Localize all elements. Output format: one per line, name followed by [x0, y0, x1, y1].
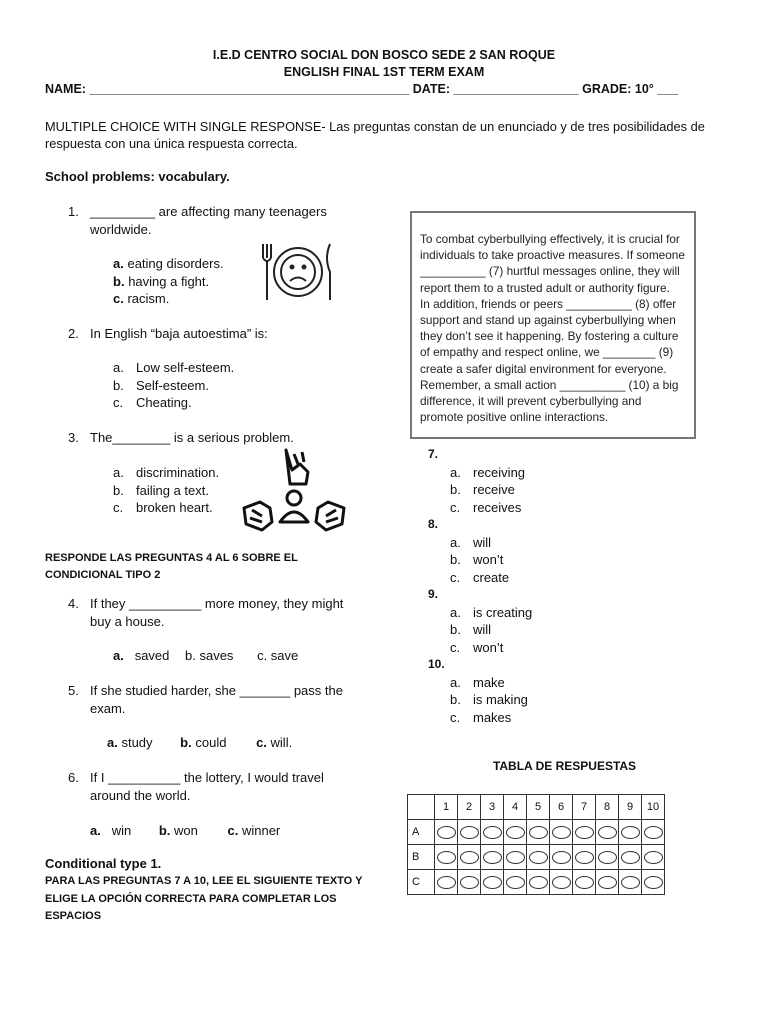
corner-cell	[408, 795, 435, 820]
col-header: 9	[619, 795, 642, 820]
answer-bubble[interactable]	[506, 851, 525, 864]
instructions	[45, 118, 745, 152]
question-9-number: 9.	[428, 587, 439, 601]
option-b[interactable]: b. having a fight.	[113, 273, 210, 289]
row-label: B	[408, 845, 435, 870]
answer-row-b	[408, 845, 665, 870]
answer-bubble[interactable]	[483, 826, 502, 839]
question-number: 1.	[68, 204, 79, 219]
answer-bubble[interactable]	[644, 851, 663, 864]
answer-bubble[interactable]	[460, 851, 479, 864]
question-2	[68, 325, 268, 343]
reading-passage-box	[410, 211, 696, 439]
row-label: C	[408, 870, 435, 895]
question-7-option-c[interactable]: c. receives	[450, 499, 522, 515]
question-text: If she studied harder, she _______ pass the	[90, 683, 343, 698]
answer-bubble[interactable]	[644, 826, 663, 839]
question-8-option-a[interactable]: a. will	[450, 534, 492, 550]
answer-bubble[interactable]	[437, 851, 456, 864]
answer-bubble[interactable]	[506, 826, 525, 839]
section-conditional-2-instructions: RESPONDE LAS PREGUNTAS 4 AL 6 SOBRE EL CONDICIONAL TIPO 2	[45, 552, 298, 581]
col-header: 6	[550, 795, 573, 820]
question-7-option-b[interactable]: b. receive	[450, 482, 515, 497]
answer-bubble[interactable]	[621, 826, 640, 839]
answer-bubble[interactable]	[598, 826, 617, 839]
question-number: 3.	[68, 430, 79, 445]
option-b[interactable]: b. failing a text.	[113, 482, 209, 498]
question-1	[68, 203, 358, 239]
answer-bubble[interactable]	[598, 876, 617, 889]
question-4-options	[113, 647, 298, 665]
option-a[interactable]: a. saved	[113, 648, 170, 663]
question-text-cont: worldwide.	[90, 222, 152, 237]
option-b[interactable]: b. won	[158, 823, 198, 838]
answer-bubble[interactable]	[621, 876, 640, 889]
question-text: In English “baja autoestima” is:	[90, 326, 268, 341]
question-3-options	[113, 464, 219, 517]
option-c[interactable]: c. save	[257, 648, 299, 663]
question-3	[68, 429, 294, 447]
answer-bubble[interactable]	[529, 826, 548, 839]
grade-label: GRADE: 10° ___	[582, 82, 679, 96]
answer-bubble[interactable]	[575, 876, 594, 889]
student-info-line	[45, 82, 678, 96]
answer-bubble[interactable]	[598, 851, 617, 864]
row-label: A	[408, 820, 435, 845]
question-number: 4.	[68, 596, 79, 611]
answer-table-title: TABLA DE RESPUESTAS	[492, 759, 637, 773]
answer-bubble[interactable]	[552, 826, 571, 839]
option-b[interactable]: b. Self-esteem.	[113, 377, 209, 393]
question-8-number: 8.	[428, 517, 439, 531]
question-9-option-a[interactable]: a. is creating	[450, 604, 533, 620]
col-header: 4	[504, 795, 527, 820]
option-c[interactable]: c. Cheating.	[113, 395, 192, 410]
question-10-option-b[interactable]: b. is making	[450, 692, 528, 707]
exam-title: ENGLISH FINAL 1ST TERM EXAM	[283, 65, 485, 79]
question-number: 5.	[68, 683, 79, 698]
answer-row-c	[408, 870, 665, 895]
col-header: 7	[573, 795, 596, 820]
answer-bubble[interactable]	[483, 851, 502, 864]
answer-table-header	[408, 795, 665, 820]
question-2-options	[113, 359, 234, 412]
question-8-option-c[interactable]: c. create	[450, 569, 510, 585]
school-title: I.E.D CENTRO SOCIAL DON BOSCO SEDE 2 SAN ROQUE	[212, 48, 556, 62]
section-vocabulary-title: School problems: vocabulary.	[45, 169, 230, 184]
question-text: _________ are affecting many teenagers	[90, 204, 327, 219]
question-text-cont: exam.	[90, 701, 126, 716]
answer-bubble[interactable]	[483, 876, 502, 889]
question-4	[68, 595, 368, 631]
answer-bubble[interactable]	[506, 876, 525, 889]
discrimination-hands-icon	[242, 446, 346, 546]
answer-bubble[interactable]	[575, 826, 594, 839]
answer-bubble[interactable]	[621, 851, 640, 864]
question-6-options	[90, 822, 280, 840]
section-conditional-1-instructions: PARA LAS PREGUNTAS 7 A 10, LEE EL SIGUIENTE TEXTO Y ELIGE LA OPCIÓN CORRECTA PARA COMPLETAR LOS ESPACIOS	[45, 875, 363, 922]
question-7-number: 7.	[428, 447, 439, 461]
question-text-cont: buy a house.	[90, 614, 165, 629]
option-a[interactable]: a. eating disorders.	[113, 256, 224, 271]
question-7-option-a[interactable]: a. receiving	[450, 464, 526, 480]
option-c[interactable]: c. winner	[227, 823, 281, 838]
answer-row-a	[408, 820, 665, 845]
answer-table	[407, 794, 665, 895]
question-number: 2.	[68, 326, 79, 341]
answer-bubble[interactable]	[552, 851, 571, 864]
question-5-options	[107, 734, 292, 752]
col-header: 2	[458, 795, 481, 820]
option-b[interactable]: b. saves	[185, 648, 234, 663]
question-text: If they __________ more money, they might	[90, 596, 344, 611]
question-10-option-a[interactable]: a. make	[450, 674, 505, 690]
option-b[interactable]: b. could	[180, 735, 227, 750]
plate-sad-face-icon	[258, 240, 338, 304]
answer-bubble[interactable]	[529, 851, 548, 864]
section-conditional-1-title: Conditional type 1.	[45, 856, 162, 871]
question-10-number: 10.	[428, 657, 445, 671]
answer-bubble[interactable]	[460, 876, 479, 889]
question-5	[68, 682, 368, 718]
col-header: 3	[481, 795, 504, 820]
question-9-option-c[interactable]: c. won’t	[450, 639, 504, 655]
question-10-option-c[interactable]: c. makes	[450, 709, 512, 725]
answer-bubble[interactable]	[575, 851, 594, 864]
question-9-option-b[interactable]: b. will	[450, 622, 492, 637]
option-c[interactable]: c. racism.	[113, 291, 170, 306]
name-field[interactable]: ______________________________________________	[89, 82, 410, 96]
answer-bubble[interactable]	[460, 826, 479, 839]
question-6	[68, 769, 368, 805]
date-label: DATE:	[412, 82, 450, 96]
answer-bubble[interactable]	[552, 876, 571, 889]
col-header: 8	[596, 795, 619, 820]
questions-7-to-10	[428, 446, 588, 726]
option-a[interactable]: a. study	[107, 735, 153, 750]
option-a[interactable]: a. discrimination.	[113, 465, 220, 480]
col-header: 10	[642, 795, 665, 820]
col-header: 5	[527, 795, 550, 820]
question-text: The________ is a serious problem.	[90, 430, 294, 445]
question-number: 6.	[68, 770, 79, 785]
instructions-line-1: MULTIPLE CHOICE WITH SINGLE RESPONSE- Las preguntas constan de un enunciado y de tres posibilidades de	[45, 119, 705, 134]
instructions-line-2: respuesta con una única respuesta correcta.	[45, 136, 298, 151]
question-text: If I __________ the lottery, I would travel	[90, 770, 324, 785]
question-1-options	[113, 255, 224, 308]
reading-passage: To combat cyberbullying effectively, it is crucial for individuals to take proactive measures. If someone __________ (7) hurtful messages online, they will report them to a trusted adult or authority figure. In addition, friends or peers __________ (8) offer support and stand up against cyberbullying when they don’t see it happening. By fostering a culture of empathy and respect online, we ________ (9) create a safer digital environment for everyone. Remember, a small action __________ (10) a big difference, it will prevent cyberbullying and promote positive online interactions.	[420, 232, 685, 425]
answer-bubble[interactable]	[644, 876, 663, 889]
option-a[interactable]: a. Low self-esteem.	[113, 360, 235, 375]
option-c[interactable]: c. broken heart.	[113, 500, 213, 515]
answer-bubble[interactable]	[529, 876, 548, 889]
option-c[interactable]: c. will.	[256, 735, 293, 750]
date-field[interactable]: __________________	[453, 82, 579, 96]
name-label: NAME:	[45, 82, 86, 96]
option-a[interactable]: a. win	[90, 823, 132, 838]
col-header: 1	[435, 795, 458, 820]
answer-bubble[interactable]	[437, 876, 456, 889]
question-text-cont: around the world.	[90, 788, 191, 803]
answer-bubble[interactable]	[437, 826, 456, 839]
question-8-option-b[interactable]: b. won’t	[450, 552, 504, 567]
